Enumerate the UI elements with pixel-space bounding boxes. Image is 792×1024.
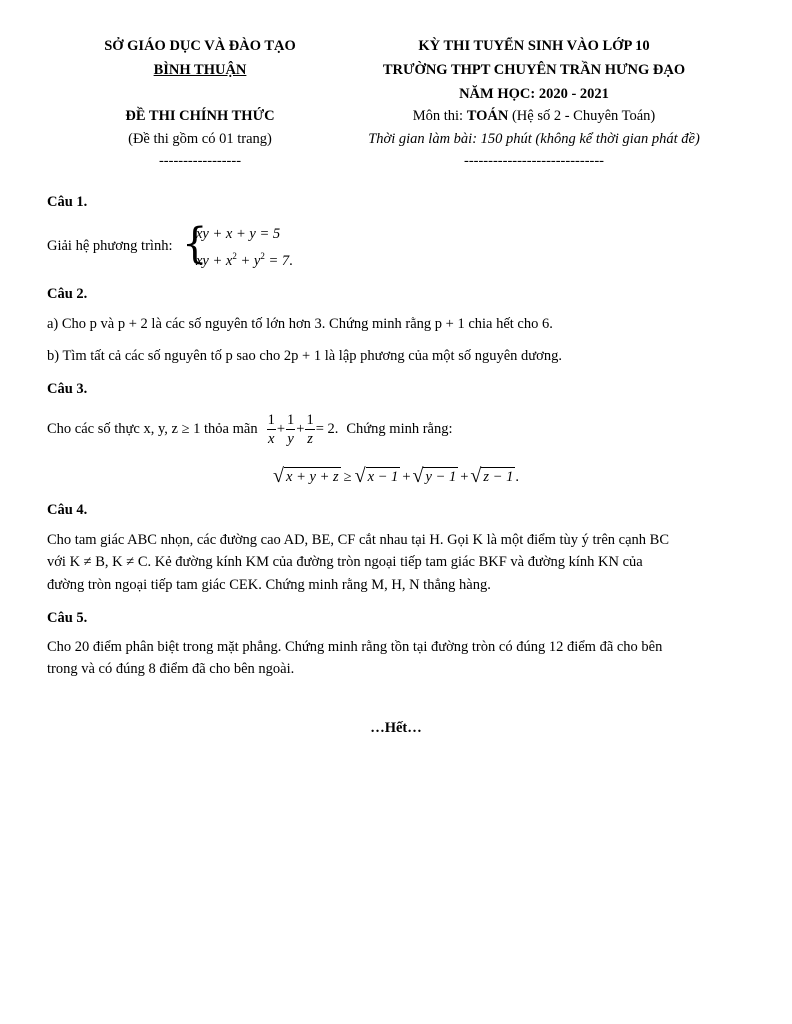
frac-numerator: 1 bbox=[287, 411, 295, 428]
sqrt-z-minus-1 bbox=[470, 466, 515, 486]
frac-numerator: 1 bbox=[267, 411, 275, 428]
question-5-line-1: Cho 20 điểm phân biệt trong mặt phẳng. Chứng minh rằng tồn tại đường tròn có đúng 12 điểm đã cho bên bbox=[47, 639, 663, 655]
exam-title: KỲ THI TUYỂN SINH VÀO LỚP 10 bbox=[418, 38, 650, 54]
fraction-1-over-y bbox=[286, 411, 295, 448]
right-divider: ----------------------------- bbox=[463, 153, 605, 169]
plus-sign: + bbox=[296, 420, 305, 437]
sqrt-y-minus-1 bbox=[413, 466, 459, 486]
question-2-title: Câu 2. bbox=[47, 286, 88, 302]
system-brace: { bbox=[182, 219, 208, 269]
end-marker: …Hết… bbox=[370, 720, 422, 736]
fraction-1-over-x bbox=[267, 411, 276, 448]
plus-sign: + bbox=[402, 469, 411, 485]
question-4-title: Câu 4. bbox=[47, 502, 88, 518]
question-4-line-2: với K ≠ B, K ≠ C. Kẻ đường kính KM của đường tròn ngoại tiếp tam giác BKF và đường kính KN của bbox=[47, 554, 643, 570]
subject-prefix: Môn thi: bbox=[412, 108, 467, 124]
question-3-intro: Cho các số thực x, y, z ≥ 1 thỏa mãn bbox=[47, 420, 258, 437]
left-divider: ----------------- bbox=[158, 153, 242, 169]
radical-sign: √ bbox=[412, 465, 424, 487]
eq2-dot: . bbox=[289, 253, 293, 269]
fraction-1-over-z bbox=[305, 411, 314, 448]
radical-sign: √ bbox=[273, 465, 285, 487]
question-3-condition bbox=[47, 410, 453, 448]
department-name: SỞ GIÁO DỤC VÀ ĐÀO TẠO bbox=[104, 38, 296, 54]
eq2-part-b: + y bbox=[236, 253, 261, 269]
eq2-part-a: xy + x bbox=[196, 253, 233, 269]
frac-denominator: z bbox=[307, 430, 313, 447]
plus-sign: + bbox=[276, 420, 286, 437]
inequality bbox=[0, 466, 792, 486]
greater-equal-sign: ≥ bbox=[343, 469, 352, 485]
question-1-title: Câu 1. bbox=[47, 194, 88, 210]
inequality-period: . bbox=[515, 469, 519, 485]
pages-note: (Đề thi gồm có 01 trang) bbox=[128, 131, 272, 147]
subject-name: TOÁN bbox=[466, 108, 509, 124]
frac-denominator: x bbox=[267, 430, 275, 447]
plus-sign: + bbox=[460, 469, 469, 485]
time-note: Thời gian làm bài: 150 phút (không kể thời gian phát đề) bbox=[368, 131, 700, 147]
eq2-sup-x: 2 bbox=[232, 251, 237, 261]
frac-denominator: y bbox=[287, 430, 294, 447]
question-5-line-2: trong và có đúng 8 điểm đã cho bên ngoài. bbox=[47, 661, 295, 677]
question-5-title: Câu 5. bbox=[47, 610, 88, 626]
subject-suffix: (Hệ số 2 - Chuyên Toán) bbox=[508, 108, 656, 124]
school-year: NĂM HỌC: 2020 - 2021 bbox=[459, 86, 609, 102]
question-4-line-3: đường tròn ngoại tiếp tam giác CEK. Chứng minh rằng M, H, N thẳng hàng. bbox=[47, 577, 491, 593]
frac-numerator: 1 bbox=[306, 411, 314, 428]
sqrt-x-minus-1 bbox=[355, 466, 401, 486]
radical-sign: √ bbox=[470, 465, 482, 487]
sqrt-argument: x − 1 bbox=[367, 469, 399, 485]
official-label: ĐỀ THI CHÍNH THỨC bbox=[125, 108, 275, 124]
equation-1: xy + x + y = 5 bbox=[196, 226, 281, 242]
radical-sign: √ bbox=[354, 465, 366, 487]
question-3-title: Câu 3. bbox=[47, 381, 88, 397]
question-3-tail: Chứng minh rằng: bbox=[346, 420, 453, 437]
sqrt-argument: y − 1 bbox=[425, 469, 457, 485]
equation-2 bbox=[196, 251, 293, 270]
province-name: BÌNH THUẬN bbox=[153, 62, 247, 78]
question-4-line-1: Cho tam giác ABC nhọn, các đường cao AD, BE, CF cắt nhau tại H. Gọi K là một điểm tùy ý trên cạnh BC bbox=[47, 532, 670, 548]
eq2-sup-y: 2 bbox=[260, 251, 265, 261]
sqrt-argument: z − 1 bbox=[483, 469, 514, 485]
school-name: TRƯỜNG THPT CHUYÊN TRẦN HƯNG ĐẠO bbox=[382, 62, 686, 78]
question-2b: b) Tìm tất cả các số nguyên tố p sao cho 2p + 1 là lập phương của một số nguyên dương. bbox=[47, 348, 562, 364]
question-1-intro: Giải hệ phương trình: bbox=[47, 238, 173, 254]
sqrt-lhs bbox=[273, 466, 341, 486]
equals-two: = 2. bbox=[315, 420, 339, 437]
subject-line bbox=[334, 108, 734, 125]
question-2a: a) Cho p và p + 2 là các số nguyên tố lớn hơn 3. Chứng minh rằng p + 1 chia hết cho 6. bbox=[47, 316, 553, 332]
sqrt-argument: x + y + z bbox=[286, 469, 339, 485]
eq2-part-c: = 7 bbox=[264, 253, 290, 269]
